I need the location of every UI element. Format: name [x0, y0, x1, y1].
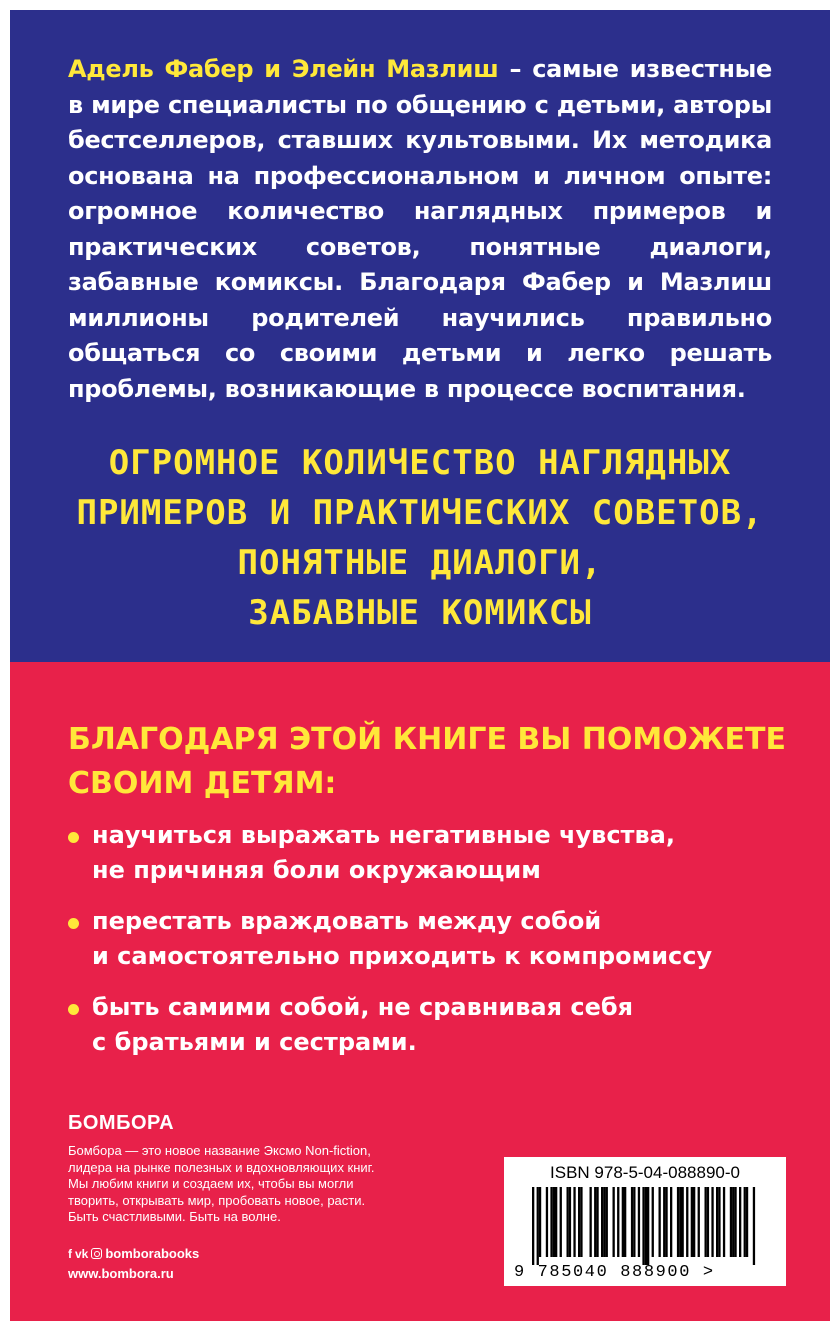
list-item: [68, 990, 808, 1060]
slogan-line: ЗАБАВНЫЕ КОМИКСЫ: [248, 593, 592, 633]
barcode-bar: [613, 1187, 615, 1257]
barcode-bar: [596, 1187, 598, 1257]
barcode-bar: [647, 1187, 649, 1265]
barcode-bar: [622, 1187, 624, 1257]
website-link: www.bombora.ru: [68, 1266, 174, 1281]
isbn-number: ISBN 978-5-04-088890-0: [550, 1163, 740, 1182]
benefit-line: и самостоятельно приходить к компромиссу: [92, 942, 713, 970]
bullet-dot-icon: [68, 1004, 79, 1015]
barcode-bar: [670, 1187, 672, 1257]
barcode-bar: [617, 1187, 619, 1257]
barcode-bar: [580, 1187, 582, 1257]
barcode-bar: [711, 1187, 713, 1257]
publisher-description: [68, 1143, 468, 1226]
publisher-line: Бомбора — это новое название Эксмо Non-fiction,: [68, 1143, 371, 1158]
bullet-dot-icon: [68, 832, 79, 843]
publisher-line: лидера на рынке полезных и вдохновляющих книг.: [68, 1159, 375, 1175]
list-item: [68, 818, 808, 888]
slogan-line: ПРИМЕРОВ И ПРАКТИЧЕСКИХ СОВЕТОВ,: [76, 493, 764, 533]
barcode-bar: [679, 1187, 681, 1257]
barcode-bar: [594, 1187, 596, 1257]
benefit-line: с братьями и сестрами.: [92, 1028, 417, 1056]
barcode-bar: [590, 1187, 592, 1257]
slogan: [50, 438, 790, 638]
social-handle: bomborabooks: [105, 1246, 200, 1261]
barcode-bar: [753, 1187, 755, 1265]
barcode-bar: [645, 1187, 647, 1265]
benefits-title: [68, 718, 788, 806]
barcode-bars: [504, 1187, 786, 1265]
barcode-bar: [732, 1187, 734, 1257]
barcode-bar: [569, 1187, 571, 1257]
slogan-line: ОГРОМНОЕ КОЛИЧЕСТВО НАГЛЯДНЫХ: [108, 443, 732, 483]
bullet-dot-icon: [68, 918, 79, 929]
barcode-bar: [686, 1187, 688, 1257]
barcode-bar: [718, 1187, 720, 1257]
publisher-line: Быть счастливыми. Быть на волне.: [68, 1209, 281, 1224]
intro-authors: Адель Фабер и Элейн Мазлиш: [68, 55, 499, 83]
barcode: [504, 1157, 786, 1286]
facebook-icon: f: [68, 1246, 72, 1261]
barcode-bar: [550, 1187, 552, 1257]
barcode-bar: [652, 1187, 654, 1257]
social-links: [68, 1246, 199, 1261]
benefits-title-line: БЛАГОДАРЯ ЭТОЙ КНИГЕ ВЫ ПОМОЖЕТЕ: [68, 722, 786, 757]
slogan-line: ПОНЯТНЫЕ ДИАЛОГИ,: [237, 543, 603, 583]
benefit-line: научиться выражать негативные чувства,: [92, 821, 675, 849]
barcode-bar: [638, 1187, 640, 1257]
benefits-title-line: СВОИМ ДЕТЯМ:: [68, 766, 337, 801]
barcode-bar: [532, 1187, 534, 1265]
barcode-bar: [659, 1187, 661, 1257]
barcode-bar: [734, 1187, 736, 1257]
benefit-line: быть самими собой, не сравнивая себя: [92, 993, 634, 1021]
barcode-bar: [560, 1187, 562, 1257]
barcode-bar: [723, 1187, 725, 1257]
publisher-line: Мы любим книги и создаем их, чтобы вы могли: [68, 1176, 354, 1191]
barcode-bar: [716, 1187, 718, 1257]
top-section: [10, 10, 830, 662]
benefit-line: перестать враждовать между собой: [92, 907, 602, 935]
barcode-bar: [691, 1187, 693, 1257]
intro-paragraph: [68, 52, 772, 407]
barcode-bar: [555, 1187, 557, 1257]
barcode-bar: [663, 1187, 665, 1257]
barcode-bar: [573, 1187, 575, 1257]
barcode-bar: [624, 1187, 626, 1257]
barcode-bar: [546, 1187, 548, 1257]
benefit-line: не причиняя боли окружающим: [92, 856, 541, 884]
barcode-bar: [693, 1187, 695, 1257]
barcode-bar: [744, 1187, 746, 1257]
barcode-bar: [567, 1187, 569, 1257]
barcode-bar: [705, 1187, 707, 1257]
barcode-bar: [642, 1187, 644, 1265]
publisher-line: творить, открывать мир, пробовать новое, расти.: [68, 1192, 366, 1208]
barcode-bar: [698, 1187, 700, 1257]
intro-text: – самые известные в мире специалисты по общению с детьми, авторы бестселлеров, ставших культовыми. Их методика основана на профессиональном и личном опыте: огромное количество наглядных примеров и практических советов, понятные диалоги, забавные комиксы. Благодаря Фабер и Мазлиш миллионы родителей научились правильно общаться со своими детьми и легко решать проблемы, возникающие в процессе воспитания.: [68, 55, 772, 403]
vk-icon: vk: [75, 1246, 89, 1261]
barcode-bar: [578, 1187, 580, 1257]
publisher-logo: БОМБОРА: [68, 1112, 175, 1134]
barcode-bar: [730, 1187, 732, 1257]
barcode-bar: [746, 1187, 748, 1257]
barcode-bar: [739, 1187, 741, 1257]
barcode-bar: [633, 1187, 635, 1257]
instagram-icon: [91, 1248, 102, 1259]
barcode-bar: [537, 1187, 539, 1265]
barcode-bar: [539, 1187, 541, 1257]
barcode-bar: [603, 1187, 605, 1257]
barcode-digits: 9 785040 888900 >: [514, 1263, 715, 1282]
barcode-bar: [665, 1187, 667, 1257]
benefits-list: [68, 818, 808, 1076]
list-item: [68, 904, 808, 974]
barcode-bar: [677, 1187, 679, 1257]
barcode-bar: [707, 1187, 709, 1257]
barcode-bar: [601, 1187, 603, 1257]
barcode-bar: [606, 1187, 608, 1257]
barcode-bar: [682, 1187, 684, 1257]
barcode-bar: [631, 1187, 633, 1257]
barcode-bar: [553, 1187, 555, 1257]
book-back-cover: [10, 10, 830, 1321]
